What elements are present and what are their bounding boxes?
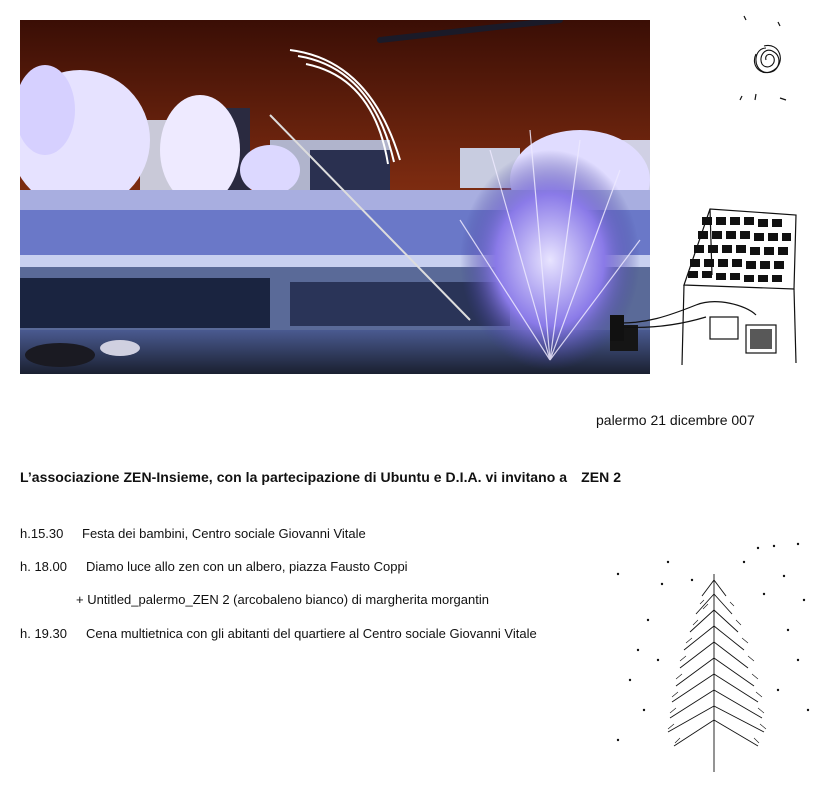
program-item [76, 592, 489, 607]
program-item [20, 526, 366, 541]
headline [20, 469, 621, 485]
sun-sketch-icon [734, 10, 798, 106]
headline-text: L’associazione ZEN-Insieme, con la partecipazione di Ubuntu e D.I.A. vi invitano a [20, 469, 568, 485]
program-item [20, 626, 537, 641]
photo-graphic [20, 20, 650, 374]
tree-sketch-icon [608, 540, 816, 780]
program-text: Cena multietnica con gli abitanti del quartiere al Centro sociale Giovanni Vitale [86, 626, 537, 641]
date-line: palermo 21 dicembre 007 [596, 412, 755, 428]
headline-event: ZEN 2 [581, 469, 622, 485]
inverted-landscape-photo [20, 20, 650, 374]
program-text: Diamo luce allo zen con un albero, piazza Fausto Coppi [86, 559, 408, 574]
program-time: h. 19.30 [20, 626, 67, 641]
program-time: h. 18.00 [20, 559, 67, 574]
solar-panel-sketch-icon [606, 205, 806, 373]
program-time: h.15.30 [20, 526, 64, 541]
tree-mid [160, 95, 240, 205]
program-item [20, 559, 408, 574]
program-text: + Untitled_palermo_ZEN 2 (arcobaleno bianco) di margherita morgantin [76, 592, 489, 607]
program-text: Festa dei bambini, Centro sociale Giovanni Vitale [82, 526, 366, 541]
